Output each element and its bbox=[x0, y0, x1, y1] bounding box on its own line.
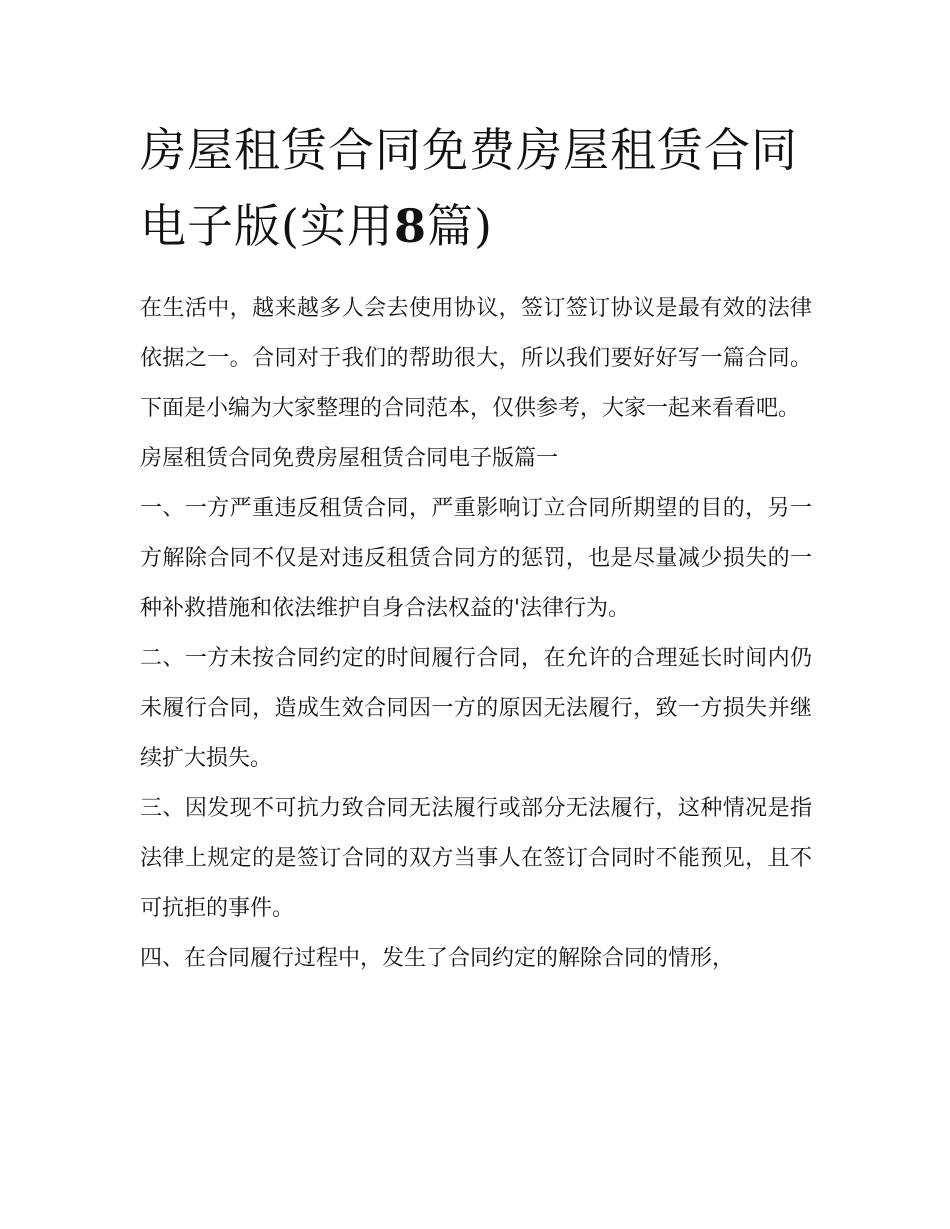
clause-paragraph-1: 一、一方严重违反租赁合同，严重影响订立合同所期望的目的，另一方解除合同不仅是对违反租赁合同方的惩罚，也是尽量减少损失的一种补救措施和依法维护自身合法权益的'法律行为。 bbox=[140, 496, 812, 621]
clause-paragraph-2: 二、一方未按合同约定的时间履行合同，在允许的合理延长时间内仍未履行合同，造成生效合同因一方的原因无法履行，致一方损失并继续扩大损失。 bbox=[140, 646, 812, 771]
intro-paragraph: 在生活中，越来越多人会去使用协议，签订签订协议是最有效的法律依据之一。合同对于我们的帮助很大，所以我们要好好写一篇合同。下面是小编为大家整理的合同范本，仅供参考，大家一起来看看吧。 bbox=[140, 296, 812, 421]
title-text: 房屋租赁合同免费房屋租赁合同电子版(实用 bbox=[140, 123, 798, 253]
clause-paragraph-3: 三、因发现不可抗力致合同无法履行或部分无法履行，这种情况是指法律上规定的是签订合同的双方当事人在签订合同时不能预见，且不可抗拒的事件。 bbox=[140, 796, 812, 921]
document-page bbox=[140, 112, 812, 984]
clause-paragraph-4: 四、在合同履行过程中，发生了合同约定的解除合同的情形， bbox=[140, 946, 735, 971]
section-heading: 房屋租赁合同免费房屋租赁合同电子版篇一 bbox=[140, 446, 559, 471]
title-suffix: 篇) bbox=[426, 199, 493, 253]
document-title bbox=[140, 112, 812, 264]
title-number: 8 bbox=[393, 199, 427, 253]
document-body bbox=[140, 284, 812, 984]
